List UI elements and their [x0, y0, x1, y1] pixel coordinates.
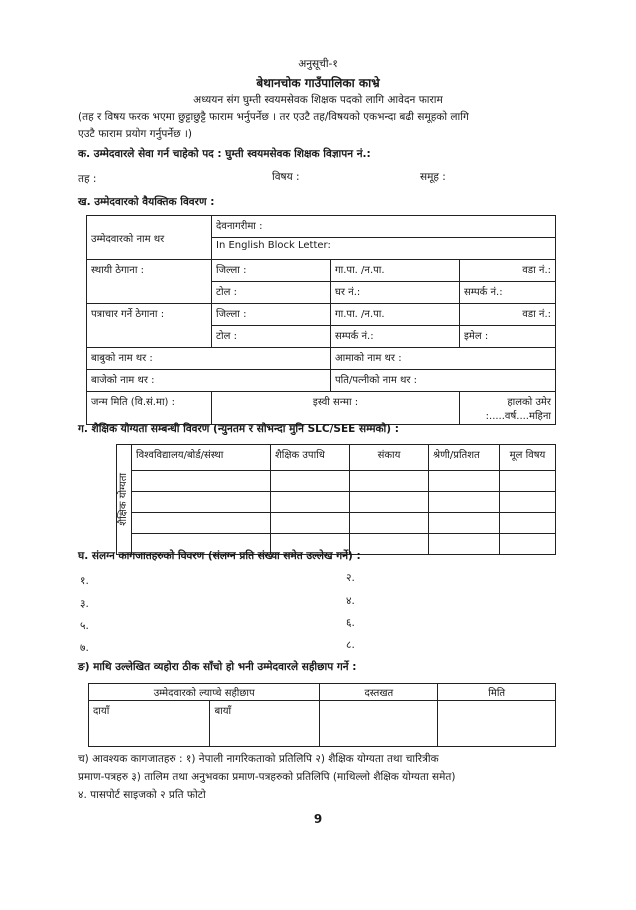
signature-table	[88, 683, 556, 747]
signature-box[interactable]	[320, 701, 438, 747]
edu-cell[interactable]	[429, 492, 500, 513]
mailing-email-field[interactable]: इमेल :	[460, 326, 556, 348]
edu-cell[interactable]	[271, 471, 350, 492]
edu-cell[interactable]	[350, 492, 429, 513]
note-line-1: (तह र विषय फरक भएमा छुट्टाछुट्टै फाराम भर्नुपर्नेछ । तर एउटै तह/विषयको एकभन्दा बढी समूहको लागि	[78, 111, 469, 123]
annex-label: अनुसूची-१	[298, 58, 338, 70]
attachment-item[interactable]: ८.	[346, 639, 355, 651]
edu-cell[interactable]	[132, 513, 271, 534]
name-label: उम्मेदवारको नाम थर	[87, 216, 212, 260]
tah-label: तह :	[78, 173, 97, 185]
required-docs-line-3: ४. पासपोर्ट साइजको २ प्रति फोटो	[78, 789, 206, 801]
bishay-label: विषय :	[272, 171, 300, 183]
personal-details-heading: ख. उम्मेदवारको वैयक्तिक विवरण :	[78, 196, 215, 208]
edu-cell[interactable]	[271, 492, 350, 513]
note-line-2: एउटै फाराम प्रयोग गर्नुपर्नेछ ।)	[78, 128, 192, 140]
education-table	[116, 444, 556, 555]
personal-details-table	[86, 215, 556, 425]
edu-cell[interactable]	[500, 513, 556, 534]
edu-cell[interactable]	[132, 492, 271, 513]
edu-cell[interactable]	[500, 471, 556, 492]
permanent-address-label: स्थायी ठेगाना :	[87, 260, 212, 304]
permanent-house-field[interactable]: घर नं.:	[331, 282, 460, 304]
col-degree: शैक्षिक उपाधि	[271, 445, 350, 471]
left-thumb-label: बायाँ	[214, 706, 232, 717]
office-name: बेथानचोक गाउँपालिका काभ्रे	[256, 76, 380, 90]
attachment-item[interactable]: १.	[80, 575, 89, 587]
attachment-item[interactable]: ७.	[80, 642, 89, 654]
edu-cell[interactable]	[271, 513, 350, 534]
education-side-label: शैक्षिक योग्यता	[118, 473, 129, 526]
left-thumb-box[interactable]	[210, 701, 320, 747]
edu-cell[interactable]	[429, 534, 500, 555]
edu-cell[interactable]	[500, 492, 556, 513]
mailing-contact-field[interactable]: सम्पर्क नं.:	[331, 326, 460, 348]
father-name-field[interactable]: बाबुको नाम थर :	[87, 348, 331, 370]
attachment-item[interactable]: ४.	[346, 595, 355, 607]
name-english-field[interactable]: In English Block Letter:	[212, 238, 556, 260]
required-docs-line-2: प्रमाण-पत्रहरु ३) तालिम तथा अनुभवका प्रमाण-पत्रहरुको प्रतिलिपि (माथिल्लो शैक्षिक योग्यता समेत)	[78, 771, 456, 783]
dob-ad-field[interactable]: इस्वी सन्मा :	[212, 392, 460, 425]
permanent-district-field[interactable]: जिल्ला :	[212, 260, 331, 282]
thumbprint-header: उम्मेदवारको ल्याप्चे सहीछाप	[89, 684, 320, 701]
permanent-contact-field[interactable]: सम्पर्क नं.:	[460, 282, 556, 304]
age-field[interactable]: हालको उमेर :.....वर्ष....महिना	[460, 392, 556, 425]
edu-cell[interactable]	[132, 471, 271, 492]
edu-cell[interactable]	[350, 513, 429, 534]
education-heading: ग. शैक्षिक योग्यता सम्बन्धी विवरण (न्युनतम र सोभन्दा मुनि SLC/SEE सम्मको) :	[78, 423, 399, 435]
edu-cell[interactable]	[350, 534, 429, 555]
edu-cell[interactable]	[500, 534, 556, 555]
mailing-address-label: पत्राचार गर्ने ठेगाना :	[87, 304, 212, 348]
grandfather-name-field[interactable]: बाजेको नाम थर :	[87, 370, 331, 392]
mailing-ward-field[interactable]: वडा नं.:	[460, 304, 556, 326]
mother-name-field[interactable]: आमाको नाम थर :	[331, 348, 556, 370]
edu-cell[interactable]	[429, 513, 500, 534]
attachment-item[interactable]: ६.	[346, 617, 355, 629]
page-number: 9	[313, 812, 323, 826]
spouse-name-field[interactable]: पति/पत्नीको नाम थर :	[331, 370, 556, 392]
name-devanagari-field[interactable]: देवनागरीमा :	[212, 216, 556, 238]
permanent-tole-field[interactable]: टोल :	[212, 282, 331, 304]
dob-bs-field[interactable]: जन्म मिति (वि.सं.मा) :	[87, 392, 212, 425]
col-division: श्रेणी/प्रतिशत	[429, 445, 500, 471]
permanent-ward-field[interactable]: वडा नं.:	[460, 260, 556, 282]
education-side-cell	[117, 445, 132, 555]
form-title: अध्ययन संग घुम्ती स्वयमसेवक शिक्षक पदको लागि आवेदन फाराम	[193, 94, 443, 106]
edu-cell[interactable]	[350, 471, 429, 492]
col-major-subject: मूल विषय	[500, 445, 556, 471]
attachments-heading: घ. संलग्न कागजातहरुको विवरण (संलग्न प्रति संख्या समेत उल्लेख गर्ने) :	[78, 550, 361, 562]
required-docs-line-1: च) आवश्यक कागजातहरु : १) नेपाली नागरिकताको प्रतिलिपि २) शैक्षिक योग्यता तथा चारित्रीक	[78, 753, 439, 765]
attachment-item[interactable]: ५.	[80, 620, 89, 632]
col-university: विश्वविद्यालय/बोर्ड/संस्था	[132, 445, 271, 471]
declaration-heading: ङ) माथि उल्लेखित व्यहोरा ठीक साँचो हो भनी उम्मेदवारले सहीछाप गर्ने :	[78, 661, 357, 673]
date-header: मिति	[438, 684, 556, 701]
permanent-municipality-field[interactable]: गा.पा. /न.पा.	[331, 260, 460, 282]
post-applied-line: क. उम्मेदवारले सेवा गर्न चाहेको पद : घुम्ती स्वयमसेवक शिक्षक विज्ञापन नं.:	[78, 148, 371, 160]
attachment-item[interactable]: ३.	[80, 598, 89, 610]
mailing-district-field[interactable]: जिल्ला :	[212, 304, 331, 326]
signature-header: दस्तखत	[320, 684, 438, 701]
mailing-municipality-field[interactable]: गा.पा. /न.पा.	[331, 304, 460, 326]
attachment-item[interactable]: २.	[346, 572, 355, 584]
edu-cell[interactable]	[429, 471, 500, 492]
mailing-tole-field[interactable]: टोल :	[212, 326, 331, 348]
date-box[interactable]	[438, 701, 556, 747]
col-faculty: संकाय	[350, 445, 429, 471]
right-thumb-label: दायाँ	[93, 706, 110, 717]
right-thumb-box[interactable]	[89, 701, 210, 747]
samuh-label: समूह :	[420, 171, 446, 183]
